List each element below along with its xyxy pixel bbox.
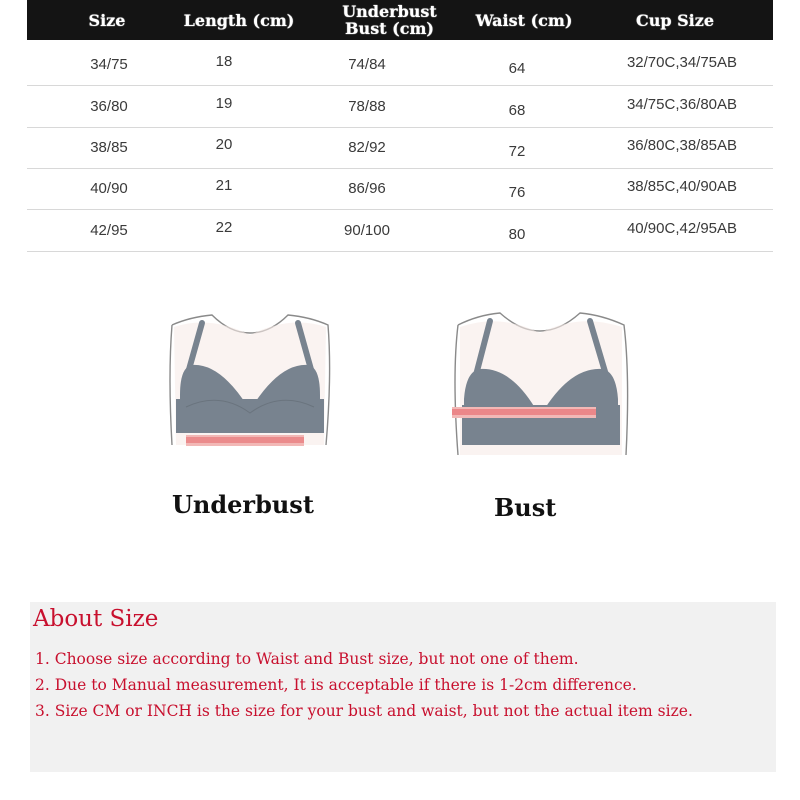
underbust-caption: Underbust xyxy=(172,490,314,519)
cell-waist: 64 xyxy=(508,60,526,77)
about-size-title: About Size xyxy=(33,606,159,632)
cell-length: 18 xyxy=(215,53,233,70)
cell-waist: 68 xyxy=(508,102,526,119)
header-cup-size: Cup Size xyxy=(635,10,715,30)
header-underbust-line2: Bust (cm) xyxy=(345,19,434,38)
cell-waist: 80 xyxy=(508,226,526,243)
cell-length: 20 xyxy=(215,136,233,153)
bra-band xyxy=(176,399,324,433)
bust-illustration xyxy=(440,295,640,475)
table-row xyxy=(27,210,773,252)
cell-waist: 72 xyxy=(508,143,526,160)
cell-underbust: 82/92 xyxy=(348,139,386,156)
size-note: 2. Due to Manual measurement, It is acceptable if there is 1-2cm difference. xyxy=(35,676,637,694)
size-note: 3. Size CM or INCH is the size for your bust and waist, but not the actual item size. xyxy=(35,702,693,720)
table-row xyxy=(27,168,773,210)
size-table xyxy=(27,0,773,256)
cell-size: 42/95 xyxy=(90,222,128,239)
cell-cup: 34/75C,36/80AB xyxy=(626,96,738,113)
cell-length: 19 xyxy=(215,95,233,112)
cell-underbust: 74/84 xyxy=(348,56,386,73)
table-row xyxy=(27,86,773,128)
header-waist: Waist (cm) xyxy=(475,10,573,30)
header-length: Length (cm) xyxy=(183,10,295,30)
bust-caption: Bust xyxy=(494,493,557,522)
header-underbust-bust xyxy=(327,0,452,40)
table-row xyxy=(27,127,773,169)
cell-underbust: 78/88 xyxy=(348,98,386,115)
cell-cup: 32/70C,34/75AB xyxy=(626,54,738,71)
header-underbust-line1: Underbust xyxy=(342,2,437,21)
cell-underbust: 90/100 xyxy=(344,222,390,239)
cell-waist: 76 xyxy=(508,184,526,201)
about-size-panel xyxy=(30,602,776,772)
cell-cup: 36/80C,38/85AB xyxy=(626,137,738,154)
cell-cup: 40/90C,42/95AB xyxy=(626,220,738,237)
cell-size: 40/90 xyxy=(90,180,128,197)
cell-length: 21 xyxy=(215,177,233,194)
cell-size: 38/85 xyxy=(90,139,128,156)
cell-cup: 38/85C,40/90AB xyxy=(626,178,738,195)
cell-size: 34/75 xyxy=(90,56,128,73)
header-size: Size xyxy=(88,10,126,30)
cell-underbust: 86/96 xyxy=(348,180,386,197)
table-row xyxy=(27,44,773,86)
cell-size: 36/80 xyxy=(90,98,128,115)
size-note: 1. Choose size according to Waist and Bust size, but not one of them. xyxy=(35,650,579,668)
underbust-illustration xyxy=(150,295,350,475)
table-header-row xyxy=(27,0,773,40)
cell-length: 22 xyxy=(215,219,233,236)
